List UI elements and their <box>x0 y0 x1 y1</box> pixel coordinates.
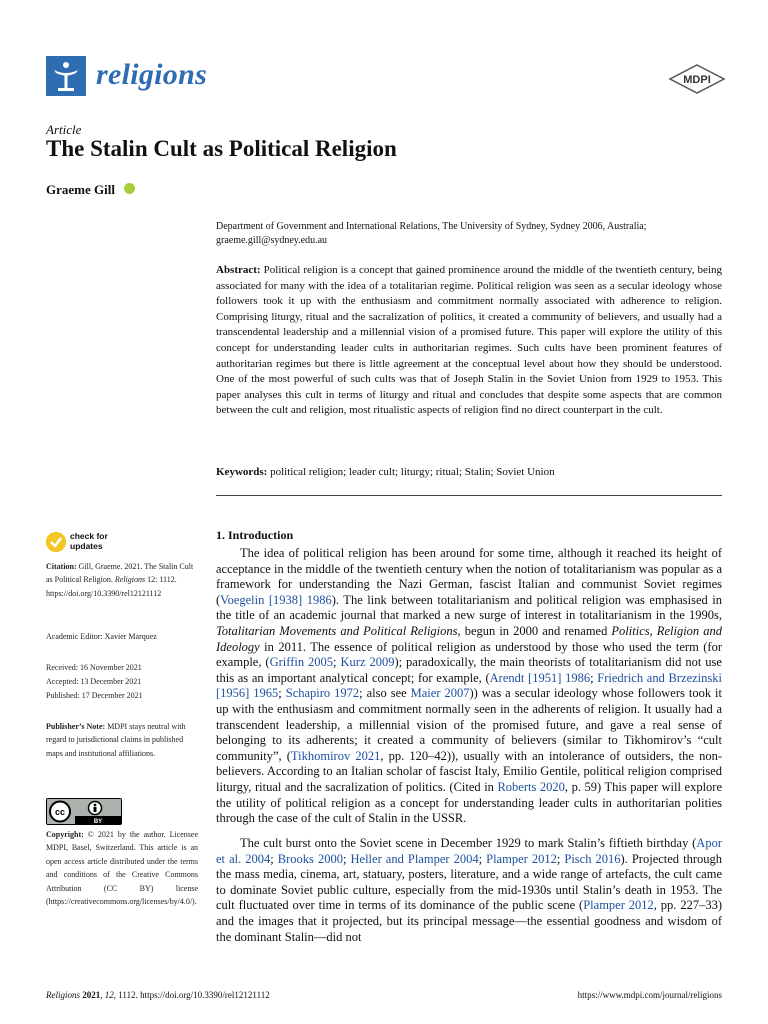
body-text: , begun in 2000 and renamed <box>457 623 612 638</box>
body-text: ; <box>590 670 598 685</box>
citation-link[interactable]: Plamper 2012 <box>486 851 557 866</box>
accepted-date: Accepted: 13 December 2021 <box>46 677 142 686</box>
divider <box>216 495 722 496</box>
body-text: ; <box>270 851 278 866</box>
citation-link[interactable]: Pisch 2016 <box>564 851 621 866</box>
body-text: , pp. 227–33) and the images that it projected, but its principal message—the essential goodness and wisdom of the dominant Stalin—did not <box>216 898 722 944</box>
author-name: Graeme Gill <box>46 182 115 197</box>
keywords-label: Keywords: <box>216 466 268 478</box>
publisher-note: Publisher’s Note: MDPI stays neutral with regard to jurisdictional claims in published maps and institutional affiliations. <box>46 722 186 758</box>
body-text: ; <box>278 686 286 701</box>
abstract-label: Abstract: <box>216 264 261 276</box>
intro-paragraph-2 <box>216 836 722 945</box>
abstract-text: Political religion is a concept that gained prominence around the middle of the twentieth century, being associated for many with the idea of a totalitarian regime. Political religion was seen as a secular ideology whose followers took it up with the enthusiasm and commitment normally associated with adherence to religion. Comprising liturgy, ritual and the sacralization of politics, it created a community of believers, and usually had a transcendental leadership and a millennial vision of a promised future. This paper will explore the utility of this concept for understanding leader cults in authoritarian regimes. Such cults have been prominent features of authoritarian regimes but there is little agreement at the conceptual level about how they should be understood. One of the most powerful of such cults was that of Joseph Stalin in the Soviet Union from 1929 to 1953. This paper analyses this cult in terms of liturgy and ritual and concludes that despite some aspects that are common between the cult and religion, most ritualistic aspects of religion find no direct counterpart in the cult. <box>216 264 722 417</box>
academic-editor: Academic Editor: Xavier Marquez <box>46 632 157 641</box>
copyright-label: Copyright: <box>46 830 84 839</box>
publisher-note-label: Publisher’s Note: <box>46 722 106 731</box>
footer-citation: Religions 2021, 12, 1112. https://doi.org/10.3390/rel12121112 <box>46 990 270 1000</box>
citation-link[interactable]: Plamper 2012 <box>583 898 654 913</box>
italic-text: Totalitarian Movements and Political Religions <box>216 623 458 638</box>
abstract <box>216 263 722 419</box>
check-updates-icon[interactable] <box>46 532 66 552</box>
orcid-icon[interactable] <box>124 183 135 194</box>
italic-text: Politics, Religion and Ideology <box>216 623 722 654</box>
body-text: ; also see <box>359 686 411 701</box>
citation-link[interactable]: Brooks 2000 <box>277 851 343 866</box>
body-text: ); paradoxically, the main theorists of totalitarianism did not use this as an important analytical concept; for example, ( <box>216 655 722 685</box>
body-text: ; <box>478 851 487 866</box>
body-text: The cult burst onto the Soviet scene in December 1929 to mark Stalin’s fiftieth birthday ( <box>240 836 697 850</box>
cc-by-license-icon[interactable] <box>46 798 122 825</box>
body-text: ). Projected through the mass media, cinema, art, statuary, posters, literature, and a wide range of artefacts, the cult came to dominate Soviet public culture, especially from the mid-1930s until Stalin’s death in 1953. The cult fluctuated over time in terms of its dominance of the public scene ( <box>216 851 722 913</box>
citation-link[interactable]: Kurz 2009 <box>340 655 395 670</box>
mdpi-label: MDPI <box>683 74 711 86</box>
body-text: in 2011. The essence of political religion as understood by those who used the term (for example, ( <box>216 639 722 670</box>
body-text: , pp. 120–42)), usually with an intolerance of outsiders, the non-believers. According to an Italian scholar of fascist Italy, Emilio Gentile, political religion comprised liturgy, ritual and the sacralization of politics. (Cited in <box>216 748 722 794</box>
body-text: The idea of political religion has been around for some time, although it reached its height of acceptance in the middle of the twentieth century when the notion of totalitarianism was popular as a framework for understanding the Nazi German, fascist Italian and communist Soviet regimes ( <box>216 546 722 607</box>
cc-label: cc <box>54 807 66 817</box>
article-title: The Stalin Cult as Political Religion <box>46 136 397 161</box>
citation-link[interactable]: Voegelin [1938] 1986 <box>220 592 332 607</box>
article-type: Article <box>46 122 82 137</box>
affiliation <box>216 220 722 248</box>
mdpi-logo <box>668 64 726 94</box>
affiliation-email: graeme.gill@sydney.edu.au <box>216 235 328 246</box>
body-text: ; <box>333 655 341 670</box>
affiliation-line: Department of Government and International Relations, The University of Sydney, Sydney 2006, Australia; <box>216 221 647 232</box>
footer-journal-url[interactable]: https://www.mdpi.com/journal/religions <box>577 990 722 1000</box>
by-label: BY <box>93 819 103 824</box>
citation-block: Citation: Gill, Graeme. 2021. The Stalin Cult as Political Religion. Religions 12: 1112. https://doi.org/10.3390/rel12121112 <box>46 562 194 598</box>
citation-link[interactable]: Schapiro 1972 <box>285 686 360 701</box>
religions-logo-icon <box>46 56 86 96</box>
body-text: ; <box>556 851 565 866</box>
citation-link[interactable]: Roberts 2020 <box>497 779 565 794</box>
published-date: Published: 17 December 2021 <box>46 691 143 700</box>
keywords-text: political religion; leader cult; liturgy; ritual; Stalin; Soviet Union <box>270 466 555 478</box>
citation-link[interactable]: Arendt [1951] 1986 <box>489 670 591 685</box>
intro-paragraph-1 <box>216 546 722 827</box>
check-updates-label[interactable]: check for updates <box>70 531 108 551</box>
citation-link[interactable]: Apor et al. 2004 <box>216 836 722 866</box>
citation-label: Citation: <box>46 562 77 571</box>
body-text: ). The link between totalitarianism and political religion was emphasised in the title of an academic journal that marked a new surge of interest in totalitarianism in the 1990s, <box>216 592 722 623</box>
journal-name: religions <box>96 58 208 91</box>
citation-link[interactable]: Heller and Plamper 2004 <box>350 851 479 866</box>
keywords <box>216 465 722 481</box>
body-text: ; <box>342 851 351 866</box>
body-text: , p. 59) This paper will explore the utility of political religion as a concept for understanding leader cults in authoritarian polities through the case of the cult of Stalin in the USSR. <box>216 779 722 826</box>
received-date: Received: 16 November 2021 <box>46 663 142 672</box>
body-text: )) was a secular ideology whose followers took it up with the enthusiasm and commitment normally seen in the adherents of religion. It usually had a transcendent leadership, a millennial vision of the promised future, and gave a real sense of belonging to its adherents; it created a community of believers (similar to Tikhomirov’s “cult community”, ( <box>216 686 722 763</box>
citation-link[interactable]: Tikhomirov 2021 <box>290 748 381 763</box>
section-heading: 1. Introduction <box>216 528 294 542</box>
citation-link[interactable]: Griffin 2005 <box>269 655 334 670</box>
copyright-block: Copyright: © 2021 by the author. Licensee MDPI, Basel, Switzerland. This article is an open access article distributed under the terms and conditions of the Creative Commons Attribution (CC BY) license (https://creativecommons.org/licenses/by/4.0/). <box>46 830 198 907</box>
citation-link[interactable]: Friedrich and Brzezinski [1956] 1965 <box>216 670 722 701</box>
citation-link[interactable]: Maier 2007 <box>410 686 470 701</box>
